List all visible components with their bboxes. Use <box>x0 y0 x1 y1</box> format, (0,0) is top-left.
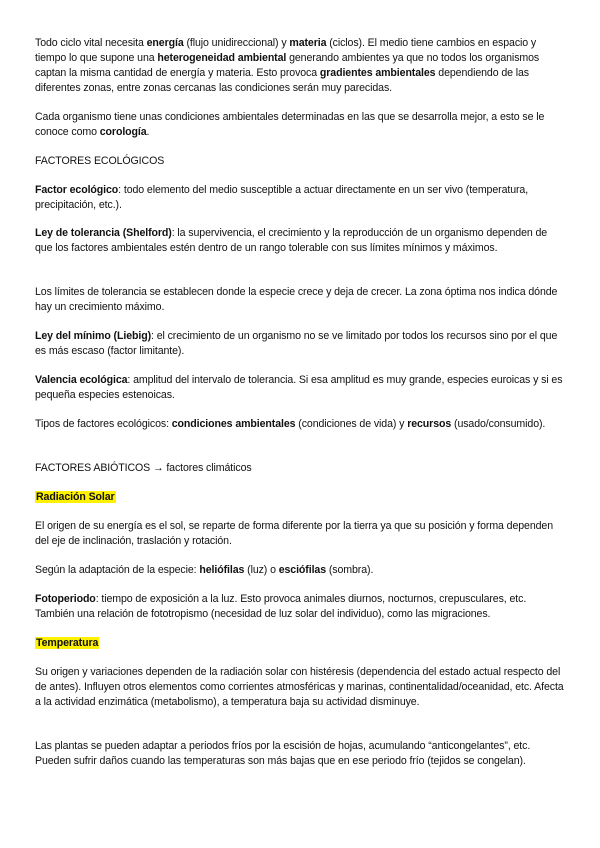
heading-factores-abioticos: FACTORES ABIÓTICOS → factores climáticos <box>35 462 252 474</box>
bold-term: Fotoperiodo <box>35 593 96 605</box>
text-run: dependiendo de las diferentes zonas, entre zonas cercanas las condiciones serán muy parecidas. <box>35 67 529 94</box>
paragraph-origen-temperatura <box>35 665 565 710</box>
text-run: (usado/consumido). <box>451 418 546 430</box>
text-run: . <box>146 126 150 138</box>
text-run: : el crecimiento de un organismo no se ve limitado por todos los recursos sino por el que es más escaso (factor limitante). <box>35 330 558 357</box>
text-run: : tiempo de exposición a la luz. Esto provoca animales diurnos, nocturnos, crepusculares, etc. También una relación de fototropismo (necesidad de luz solar del individuo), como las migraciones. <box>35 593 527 620</box>
paragraph-limites-tolerancia <box>35 285 565 315</box>
text-run: (luz) o <box>244 564 279 576</box>
heading-radiacion-solar <box>35 490 565 505</box>
heading-temperatura <box>35 636 565 651</box>
bold-term: esciófilas <box>278 564 327 576</box>
paragraph-tipos-factores <box>35 417 565 432</box>
text-run: Tipos de factores ecológicos: <box>35 418 172 430</box>
paragraph-corologia <box>35 110 565 140</box>
paragraph-factor-ecologico <box>35 183 565 213</box>
text-run: El origen de su energía es el sol, se reparte de forma diferente por la tierra ya que su posición y forma dependen del eje de inclinación, traslación y rotación. <box>35 520 554 547</box>
bold-term: energía <box>146 37 184 49</box>
paragraph-fotoperiodo <box>35 592 565 622</box>
text-run: (sombra). <box>326 564 374 576</box>
paragraph-plantas-frio <box>35 739 565 769</box>
bold-term: heterogeneidad ambiental <box>157 52 287 64</box>
bold-term: condiciones ambientales <box>171 418 296 430</box>
bold-term: corología <box>99 126 147 138</box>
heading-factores-ecologicos: FACTORES ECOLÓGICOS <box>35 155 165 167</box>
bold-term: Ley de tolerancia (Shelford) <box>35 227 172 239</box>
text-run: : amplitud del intervalo de tolerancia. Si esa amplitud es muy grande, especies euroicas y si es pequeña especies estenoicas. <box>35 374 563 401</box>
paragraph-ley-tolerancia <box>35 226 565 256</box>
bold-term: Ley del mínimo (Liebig) <box>35 330 152 342</box>
text-run: generando ambientes ya que no todos los organismos captan la misma cantidad de energía y materia. Esto provoca <box>35 52 540 79</box>
highlight-temperatura: Temperatura <box>36 637 99 649</box>
text-run: Todo ciclo vital necesita <box>35 37 147 49</box>
bold-term: gradientes ambientales <box>319 67 436 79</box>
bold-term: materia <box>289 37 327 49</box>
bold-term: Valencia ecológica <box>35 374 128 386</box>
paragraph-valencia-ecologica <box>35 373 565 403</box>
bold-term: recursos <box>407 418 452 430</box>
text-run: (condiciones de vida) y <box>295 418 408 430</box>
text-run: Su origen y variaciones dependen de la radiación solar con histéresis (dependencia del estado actual respecto del de antes). Influyen otros elementos como corrientes atmosféricas y marinas, continentalidad/oceanidad, etc. Afecta a la actividad enzimática (metabolismo), a temperatura baja su actividad disminuye. <box>35 666 564 708</box>
bold-term: Factor ecológico <box>35 184 119 196</box>
text-run: Los límites de tolerancia se establecen donde la especie crece y deja de crecer. La zona óptima nos indica dónde hay un crecimiento máximo. <box>35 286 558 313</box>
paragraph-energia-materia <box>35 36 565 96</box>
text-run: Según la adaptación de la especie: <box>35 564 200 576</box>
paragraph-ley-minimo <box>35 329 565 359</box>
bold-term: heliófilas <box>199 564 245 576</box>
paragraph-adaptacion-especie <box>35 563 565 578</box>
text-run: Las plantas se pueden adaptar a periodos fríos por la escisión de hojas, acumulando “anticongelantes”, etc. Pueden sufrir daños cuando las temperaturas son más bajas que en ese periodo frío (tejidos se congelan). <box>35 740 531 767</box>
paragraph-origen-energia <box>35 519 565 549</box>
text-run: Cada organismo tiene unas condiciones ambientales determinadas en las que se desarrolla mejor, a esto se le conoce como <box>35 111 545 138</box>
text-run: : todo elemento del medio susceptible a actuar directamente en un ser vivo (temperatura, precipitación, etc.). <box>35 184 529 211</box>
text-run: : la supervivencia, el crecimiento y la reproducción de un organismo dependen de que los factores ambientales estén dentro de un rango tolerable con sus límites mínimos y máximos. <box>35 227 548 254</box>
highlight-radiacion-solar: Radiación Solar <box>36 491 115 503</box>
text-run: (ciclos). El medio tiene cambios en espacio y tiempo lo que supone una <box>35 37 537 64</box>
text-run: (flujo unidireccional) y <box>183 37 290 49</box>
